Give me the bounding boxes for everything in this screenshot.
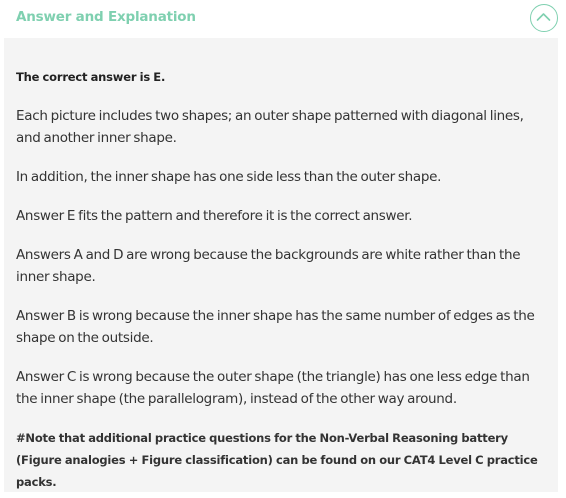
- correct-answer-text: The correct answer is E.: [16, 70, 166, 84]
- accordion-header[interactable]: [0, 0, 566, 36]
- accordion-panel: [4, 38, 558, 492]
- explanation-paragraph: Answer E fits the pattern and therefore it is the correct answer.: [16, 208, 413, 224]
- explanation-paragraph: Answer B is wrong because the inner shape has the same number of edges as the shape on the outside.: [16, 308, 535, 346]
- practice-note: #Note that additional practice questions for the Non-Verbal Reasoning battery (Figure analogies + Figure classification) can be found on our CAT4 Level C practice packs.: [16, 431, 538, 489]
- explanation-paragraph: Each picture includes two shapes; an outer shape patterned with diagonal lines, and another inner shape.: [16, 108, 524, 146]
- explanation-paragraph: Answers A and D are wrong because the backgrounds are white rather than the inner shape.: [16, 247, 521, 285]
- collapse-toggle-button[interactable]: [530, 4, 558, 32]
- chevron-up-icon: [531, 5, 556, 30]
- explanation-paragraph: Answer C is wrong because the outer shape (the triangle) has one less edge than the inner shape (the parallelogram), instead of the other way around.: [16, 369, 530, 407]
- accordion-title: Answer and Explanation: [16, 9, 196, 25]
- explanation-paragraph: In addition, the inner shape has one side less than the outer shape.: [16, 169, 442, 185]
